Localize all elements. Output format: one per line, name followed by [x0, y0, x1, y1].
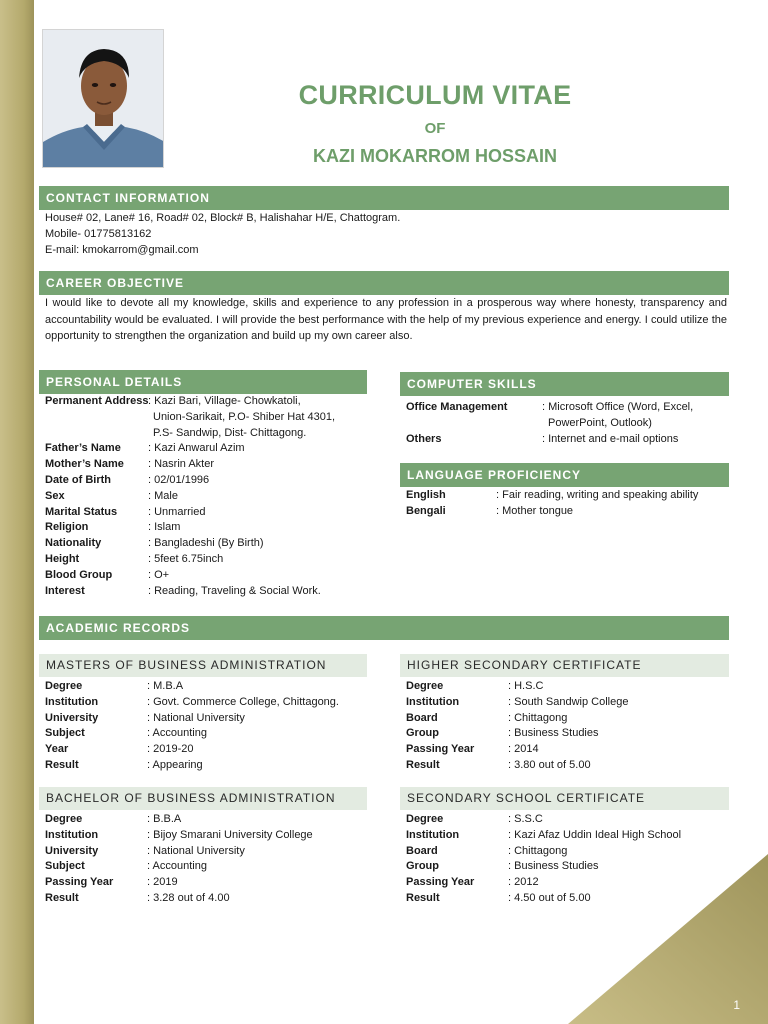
row-value: : Govt. Commerce College, Chittagong.: [147, 695, 339, 708]
row-value: : Islam: [148, 521, 181, 534]
row-label: Result: [45, 759, 79, 771]
ssc-heading: SECONDARY SCHOOL CERTIFICATE: [400, 787, 729, 810]
row-value: : Accounting: [147, 860, 207, 873]
row-label: Board: [406, 844, 438, 857]
academic-heading: ACADEMIC RECORDS: [39, 616, 729, 640]
row-value: : M.B.A: [147, 680, 184, 692]
row-value: : 5feet 6.75inch: [148, 553, 224, 565]
row-label: English: [406, 489, 446, 501]
contact-email: E-mail: kmokarrom@gmail.com: [45, 244, 199, 256]
row-label: Degree: [406, 813, 444, 825]
row-value: : 4.50 out of 5.00: [508, 892, 591, 904]
language-heading: LANGUAGE PROFICIENCY: [400, 463, 729, 487]
row-value: : Accounting: [147, 727, 207, 740]
row-label: Group: [406, 860, 439, 873]
row-label: Board: [406, 711, 438, 724]
row-value: : Internet and e-mail options: [542, 432, 679, 445]
row-value: : 2019-20: [147, 743, 194, 756]
row-value: : 3.28 out of 4.00: [147, 892, 230, 904]
objective-heading: CAREER OBJECTIVE: [39, 271, 729, 295]
row-value: : South Sandwip College: [508, 695, 629, 708]
row-value: : Unmarried: [148, 505, 206, 518]
row-value: : O+: [148, 568, 170, 581]
row-label: Institution: [45, 695, 99, 708]
row-value: PowerPoint, Outlook): [548, 416, 652, 429]
row-label: Bengali: [406, 504, 446, 517]
row-label: Institution: [406, 695, 460, 708]
row-value: : Chittagong: [508, 844, 568, 857]
row-label: Subject: [45, 860, 85, 873]
row-label: Year: [45, 743, 69, 756]
candidate-name: KAZI MOKARROM HOSSAIN: [313, 146, 557, 166]
hsc-heading: HIGHER SECONDARY CERTIFICATE: [400, 654, 729, 677]
row-value: : Appearing: [147, 759, 203, 771]
row-value: : Nasrin Akter: [148, 458, 215, 471]
row-label: Date of Birth: [45, 474, 111, 486]
personal-details-list: [45, 394, 365, 604]
computer-skills-list: [406, 400, 726, 450]
row-label: Group: [406, 727, 439, 740]
row-value: : 2012: [508, 876, 539, 889]
row-label: Interest: [45, 584, 85, 597]
bba-heading: BACHELOR OF BUSINESS ADMINISTRATION: [39, 787, 367, 810]
row-value: : 2019: [147, 876, 178, 889]
row-value: : National University: [147, 711, 245, 724]
row-value: : 2014: [508, 743, 539, 756]
row-label: Institution: [406, 828, 460, 841]
row-label: Height: [45, 553, 80, 565]
ssc-list: [406, 812, 726, 910]
row-label: Marital Status: [45, 505, 118, 518]
row-value: : 02/01/1996: [148, 474, 210, 486]
row-value: : Bangladeshi (By Birth): [148, 537, 264, 550]
row-value: : Kazi Anwarul Azim: [148, 442, 245, 455]
row-value: : Mother tongue: [496, 504, 574, 517]
row-label: Office Management: [406, 401, 508, 413]
row-value: : B.B.A: [147, 813, 182, 825]
page-number: 1: [733, 998, 740, 1012]
personal-heading: PERSONAL DETAILS: [39, 370, 367, 394]
row-value: : National University: [147, 844, 245, 857]
row-value: : 3.80 out of 5.00: [508, 759, 591, 771]
row-value: : Fair reading, writing and speaking ability: [496, 489, 699, 501]
row-label: Passing Year: [406, 876, 475, 889]
contact-address: House# 02, Lane# 16, Road# 02, Block# B, Halishahar H/E, Chattogram.: [45, 212, 401, 224]
language-list: [406, 488, 726, 522]
bba-list: [45, 812, 365, 910]
mba-heading: MASTERS OF BUSINESS ADMINISTRATION: [39, 654, 367, 677]
row-value: : S.S.C: [508, 813, 543, 825]
row-value: : Microsoft Office (Word, Excel,: [542, 401, 694, 413]
row-value: : Kazi Bari, Village- Chowkatoli,: [148, 395, 301, 407]
row-value: : Bijoy Smarani University College: [147, 828, 313, 841]
row-value: P.S- Sandwip, Dist- Chittagong.: [153, 426, 307, 439]
hsc-list: [406, 679, 726, 777]
row-value: : Business Studies: [508, 727, 599, 740]
objective-text: I would like to devote all my knowledge, skills and experience to any profession in a prosperous way where honesty, transparency and accountability would be evaluated. I will provide the best performance with the help of my previous experience and energy. I could utilize the opportunity to strengthen the organization and build up my own career also.: [45, 297, 727, 342]
decorative-side-bar: [0, 0, 34, 1024]
row-value: : Chittagong: [508, 711, 568, 724]
contact-heading: CONTACT INFORMATION: [39, 186, 729, 210]
row-label: Sex: [45, 489, 65, 502]
row-label: University: [45, 711, 99, 724]
row-label: Institution: [45, 828, 99, 841]
contact-mobile: Mobile- 01775813162: [45, 228, 152, 240]
mba-list: [45, 679, 365, 777]
title-of: OF: [424, 120, 446, 137]
row-label: Permanent Address: [45, 395, 149, 407]
row-label: Passing Year: [406, 743, 475, 756]
row-value: : Male: [148, 489, 178, 502]
row-label: Father’s Name: [45, 442, 121, 455]
row-label: Blood Group: [45, 568, 113, 581]
row-value: Union-Sarikait, P.O- Shiber Hat 4301,: [153, 410, 335, 423]
row-value: : H.S.C: [508, 680, 544, 692]
document-title: CURRICULUM VITAE: [298, 80, 572, 110]
row-label: Subject: [45, 727, 85, 740]
row-label: Result: [406, 759, 440, 771]
row-value: : Business Studies: [508, 860, 599, 873]
row-value: : Reading, Traveling & Social Work.: [148, 584, 321, 597]
row-label: Result: [45, 892, 79, 904]
profile-photo: [42, 29, 164, 168]
row-label: Degree: [406, 680, 444, 692]
row-label: University: [45, 844, 99, 857]
row-label: Religion: [45, 521, 89, 534]
row-label: Result: [406, 892, 440, 904]
row-label: Degree: [45, 813, 83, 825]
row-label: Degree: [45, 680, 83, 692]
row-label: Nationality: [45, 537, 102, 550]
row-label: Others: [406, 432, 442, 445]
row-label: Mother’s Name: [45, 458, 124, 471]
row-label: Passing Year: [45, 876, 114, 889]
computer-skills-heading: COMPUTER SKILLS: [400, 372, 729, 396]
row-value: : Kazi Afaz Uddin Ideal High School: [508, 828, 682, 841]
